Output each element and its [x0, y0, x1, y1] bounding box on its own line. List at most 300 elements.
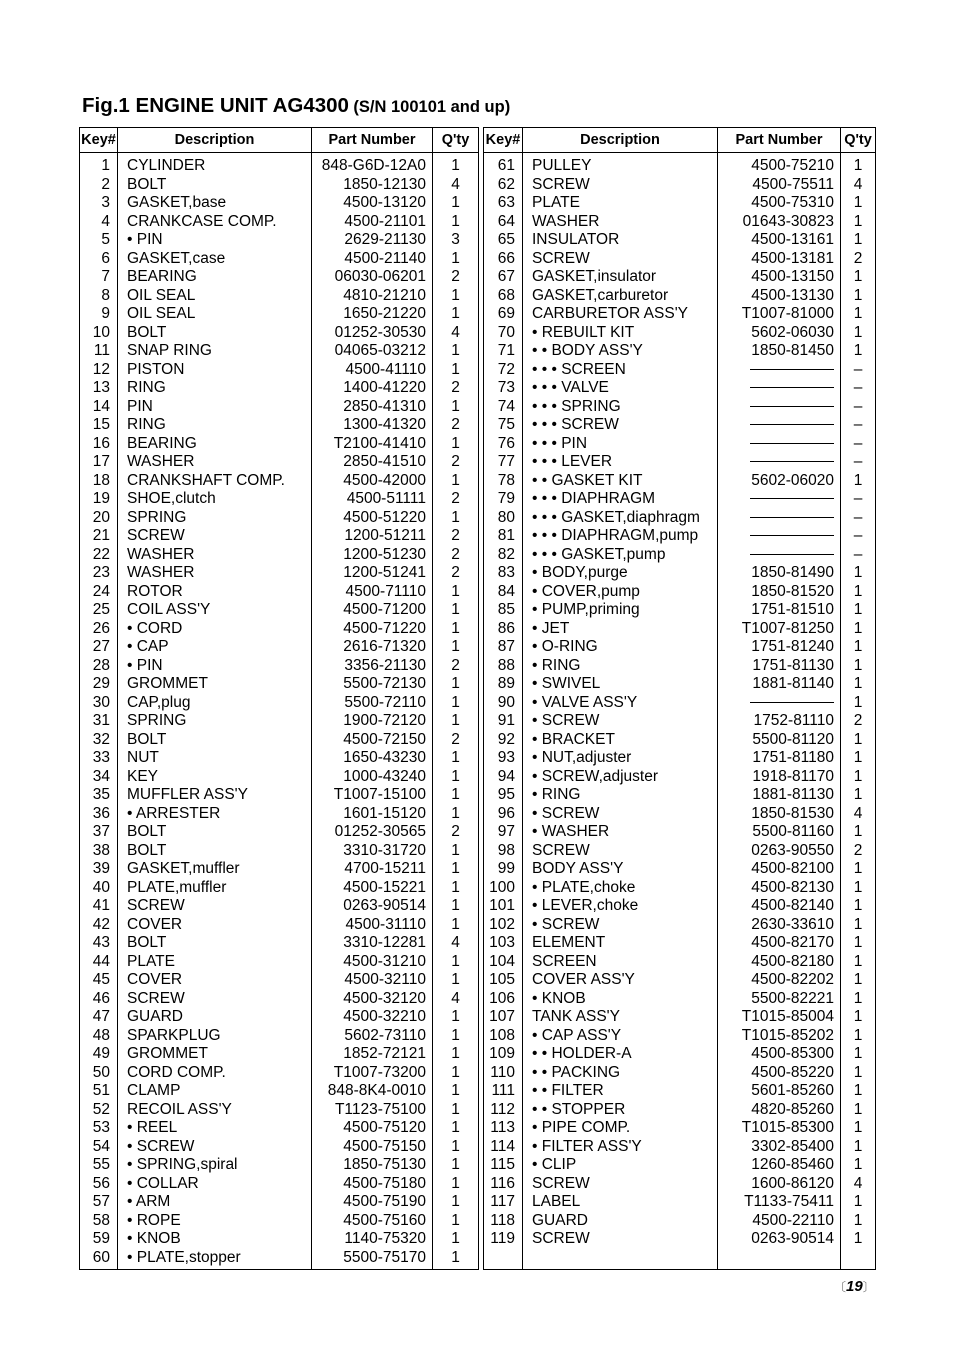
part-number-cell — [718, 398, 841, 417]
part-number-cell: 1850-81530 — [718, 805, 841, 824]
part-number-cell: 4500-75150 — [312, 1138, 433, 1157]
key-cell: 87 — [484, 638, 523, 657]
key-cell: 14 — [80, 398, 118, 417]
key-cell: 10 — [80, 324, 118, 343]
key-cell: 66 — [484, 250, 523, 269]
table-row — [80, 1119, 479, 1138]
part-number-cell: 1260-85460 — [718, 1156, 841, 1175]
no-part-number-dash — [750, 424, 834, 425]
key-cell: 60 — [80, 1249, 118, 1270]
description-cell: • ARM — [118, 1193, 312, 1212]
part-number-cell: 4500-71220 — [312, 620, 433, 639]
table-row — [484, 527, 876, 546]
table-row — [484, 842, 876, 861]
table-row — [80, 916, 479, 935]
description-cell: • • PACKING — [523, 1064, 718, 1083]
table-row — [80, 509, 479, 528]
part-number-cell: 1850-81490 — [718, 564, 841, 583]
key-cell: 85 — [484, 601, 523, 620]
description-cell: • • STOPPER — [523, 1101, 718, 1120]
description-cell: LABEL — [523, 1193, 718, 1212]
table-row — [484, 916, 876, 935]
part-number-cell: 4500-82170 — [718, 934, 841, 953]
qty-cell: – — [841, 416, 876, 435]
key-cell: 95 — [484, 786, 523, 805]
key-cell: 105 — [484, 971, 523, 990]
qty-cell: 1 — [433, 1212, 479, 1231]
qty-cell: 3 — [433, 231, 479, 250]
qty-cell: 1 — [433, 398, 479, 417]
key-cell: 32 — [80, 731, 118, 750]
qty-cell: 1 — [433, 953, 479, 972]
part-number-cell: T1015-85202 — [718, 1027, 841, 1046]
part-number-cell: 01252-30530 — [312, 324, 433, 343]
table-row — [484, 601, 876, 620]
qty-cell: 1 — [433, 860, 479, 879]
key-cell: 5 — [80, 231, 118, 250]
table-row — [484, 1212, 876, 1231]
key-cell: 43 — [80, 934, 118, 953]
qty-cell: – — [841, 398, 876, 417]
part-number-cell: 1918-81170 — [718, 768, 841, 787]
qty-cell: 2 — [433, 527, 479, 546]
description-cell: SPARKPLUG — [118, 1027, 312, 1046]
part-number-cell: 4500-41110 — [312, 361, 433, 380]
part-number-cell: 4500-13150 — [718, 268, 841, 287]
description-cell: SNAP RING — [118, 342, 312, 361]
qty-cell: 1 — [841, 194, 876, 213]
description-cell: • SCREW — [523, 916, 718, 935]
description-cell: • SCREW — [118, 1138, 312, 1157]
table-row — [484, 1119, 876, 1138]
table-row — [484, 583, 876, 602]
qty-cell: 1 — [433, 879, 479, 898]
description-cell: PLATE,muffler — [118, 879, 312, 898]
description-cell: • PLATE,stopper — [118, 1249, 312, 1270]
key-cell: 48 — [80, 1027, 118, 1046]
description-cell: • • • VALVE — [523, 379, 718, 398]
qty-cell: 1 — [433, 786, 479, 805]
key-cell: 40 — [80, 879, 118, 898]
key-cell: 94 — [484, 768, 523, 787]
table-row — [80, 342, 479, 361]
qty-cell: 1 — [841, 287, 876, 306]
description-cell: GUARD — [118, 1008, 312, 1027]
description-cell: • • FILTER — [523, 1082, 718, 1101]
qty-cell: 2 — [433, 416, 479, 435]
qty-cell: 1 — [841, 749, 876, 768]
part-number-cell: 2616-71320 — [312, 638, 433, 657]
description-cell: WASHER — [118, 453, 312, 472]
qty-cell: 1 — [433, 1193, 479, 1212]
key-cell: 62 — [484, 176, 523, 195]
qty-cell: 4 — [433, 934, 479, 953]
qty-cell: 1 — [433, 287, 479, 306]
description-cell: RING — [118, 416, 312, 435]
table-row — [484, 971, 876, 990]
key-cell: 78 — [484, 472, 523, 491]
description-cell: GASKET,base — [118, 194, 312, 213]
part-number-cell: 2629-21130 — [312, 231, 433, 250]
table-row — [80, 860, 479, 879]
description-cell: NUT — [118, 749, 312, 768]
key-cell: 81 — [484, 527, 523, 546]
qty-cell: 1 — [841, 231, 876, 250]
description-cell: CRANKSHAFT COMP. — [118, 472, 312, 491]
table-row — [484, 490, 876, 509]
description-cell: • KNOB — [523, 990, 718, 1009]
description-cell: • PIPE COMP. — [523, 1119, 718, 1138]
table-row — [80, 324, 479, 343]
table-row — [80, 435, 479, 454]
table-row — [484, 250, 876, 269]
qty-cell: 1 — [433, 435, 479, 454]
key-cell: 6 — [80, 250, 118, 269]
table-row — [80, 1101, 479, 1120]
key-cell: 59 — [80, 1230, 118, 1249]
part-number-cell: 4500-75180 — [312, 1175, 433, 1194]
part-number-cell — [718, 546, 841, 565]
qty-cell: 1 — [433, 153, 479, 176]
qty-cell: 1 — [433, 472, 479, 491]
part-number-cell: T1007-81000 — [718, 305, 841, 324]
table-row — [80, 805, 479, 824]
part-number-cell: 848-8K4-0010 — [312, 1082, 433, 1101]
qty-cell: 1 — [433, 1101, 479, 1120]
no-part-number-dash — [750, 554, 834, 555]
qty-cell: – — [841, 379, 876, 398]
key-cell: 109 — [484, 1045, 523, 1064]
description-cell: SCREW — [523, 176, 718, 195]
key-cell: 20 — [80, 509, 118, 528]
description-cell: SCREW — [118, 897, 312, 916]
table-row — [484, 712, 876, 731]
key-cell: 19 — [80, 490, 118, 509]
description-cell: • • • DIAPHRAGM — [523, 490, 718, 509]
column-header-qty: Q'ty — [433, 128, 479, 153]
part-number-cell: 1000-43240 — [312, 768, 433, 787]
part-number-cell: 1601-15120 — [312, 805, 433, 824]
table-row — [80, 305, 479, 324]
description-cell: • • • PIN — [523, 435, 718, 454]
qty-cell: 1 — [841, 1212, 876, 1231]
description-cell: SPRING — [118, 712, 312, 731]
part-number-cell: 5500-81160 — [718, 823, 841, 842]
key-cell: 37 — [80, 823, 118, 842]
column-header-part-number: Part Number — [312, 128, 433, 153]
table-row — [80, 1138, 479, 1157]
key-cell: 63 — [484, 194, 523, 213]
qty-cell: 1 — [433, 620, 479, 639]
table-header-row — [80, 128, 479, 153]
no-part-number-dash — [750, 702, 834, 703]
key-cell: 101 — [484, 897, 523, 916]
parts-table-right-body — [484, 153, 876, 1270]
part-number-cell: 4500-13130 — [718, 287, 841, 306]
description-cell: • COVER,pump — [523, 583, 718, 602]
qty-cell: 1 — [433, 1045, 479, 1064]
key-cell: 9 — [80, 305, 118, 324]
qty-cell: 1 — [841, 1230, 876, 1249]
description-cell: • PUMP,priming — [523, 601, 718, 620]
table-row — [484, 786, 876, 805]
table-row — [80, 1156, 479, 1175]
qty-cell: 1 — [841, 472, 876, 491]
part-number-cell: 1300-41320 — [312, 416, 433, 435]
page-number: 〔19〕 — [834, 1278, 875, 1295]
table-row — [484, 1064, 876, 1083]
key-cell: 12 — [80, 361, 118, 380]
part-number-cell: T1123-75100 — [312, 1101, 433, 1120]
description-cell: CAP,plug — [118, 694, 312, 713]
table-row — [484, 823, 876, 842]
table-row — [80, 361, 479, 380]
qty-cell: 1 — [433, 971, 479, 990]
part-number-cell: 4500-21101 — [312, 213, 433, 232]
key-cell: 30 — [80, 694, 118, 713]
table-row — [484, 305, 876, 324]
key-cell: 31 — [80, 712, 118, 731]
key-cell: 24 — [80, 583, 118, 602]
key-cell: 88 — [484, 657, 523, 676]
part-number-cell: 4500-32120 — [312, 990, 433, 1009]
key-cell: 56 — [80, 1175, 118, 1194]
qty-cell: 1 — [433, 342, 479, 361]
key-cell: 67 — [484, 268, 523, 287]
qty-cell: 2 — [433, 657, 479, 676]
description-cell: ELEMENT — [523, 934, 718, 953]
part-number-cell: 5601-85260 — [718, 1082, 841, 1101]
part-number-cell: 1850-12130 — [312, 176, 433, 195]
table-row — [80, 564, 479, 583]
qty-cell: 1 — [433, 712, 479, 731]
qty-cell: 1 — [433, 842, 479, 861]
part-number-cell: 06030-06201 — [312, 268, 433, 287]
key-cell — [484, 1249, 523, 1270]
table-row — [484, 453, 876, 472]
description-cell: CLAMP — [118, 1082, 312, 1101]
table-row — [484, 379, 876, 398]
key-cell: 8 — [80, 287, 118, 306]
key-cell: 39 — [80, 860, 118, 879]
description-cell: PISTON — [118, 361, 312, 380]
qty-cell: 2 — [841, 250, 876, 269]
qty-cell: 1 — [433, 194, 479, 213]
qty-cell: – — [841, 453, 876, 472]
part-number-cell: 4820-85260 — [718, 1101, 841, 1120]
no-part-number-dash — [750, 498, 834, 499]
table-row — [484, 1138, 876, 1157]
table-row — [484, 1193, 876, 1212]
qty-cell: 1 — [841, 1119, 876, 1138]
table-row — [80, 694, 479, 713]
table-row — [484, 990, 876, 1009]
table-row — [484, 435, 876, 454]
key-cell: 98 — [484, 842, 523, 861]
column-header-key: Key# — [80, 128, 118, 153]
description-cell: • REEL — [118, 1119, 312, 1138]
part-number-cell: 4500-31110 — [312, 916, 433, 935]
figure-title-main: Fig.1 ENGINE UNIT AG4300 — [82, 94, 349, 117]
part-number-cell: 4500-51111 — [312, 490, 433, 509]
table-row — [80, 546, 479, 565]
part-number-cell: 3356-21130 — [312, 657, 433, 676]
part-number-cell: 0263-90514 — [718, 1230, 841, 1249]
part-number-cell: 848-G6D-12A0 — [312, 153, 433, 176]
description-cell: SCREW — [523, 1230, 718, 1249]
table-row — [80, 786, 479, 805]
table-row — [80, 842, 479, 861]
key-cell: 112 — [484, 1101, 523, 1120]
qty-cell: 1 — [841, 990, 876, 1009]
description-cell: • • • SCREW — [523, 416, 718, 435]
qty-cell: 1 — [841, 1193, 876, 1212]
part-number-cell: 4500-51220 — [312, 509, 433, 528]
description-cell: • PLATE,choke — [523, 879, 718, 898]
qty-cell: 1 — [841, 564, 876, 583]
qty-cell: 2 — [433, 490, 479, 509]
table-row — [80, 416, 479, 435]
qty-cell: 1 — [841, 268, 876, 287]
table-row — [80, 250, 479, 269]
qty-cell: 1 — [433, 897, 479, 916]
table-row — [484, 897, 876, 916]
qty-cell: 2 — [433, 268, 479, 287]
qty-cell: 1 — [433, 1064, 479, 1083]
key-cell: 90 — [484, 694, 523, 713]
description-cell: OIL SEAL — [118, 305, 312, 324]
qty-cell: 1 — [433, 1119, 479, 1138]
column-header-part-number: Part Number — [718, 128, 841, 153]
part-number-cell: 4500-13181 — [718, 250, 841, 269]
description-cell: BEARING — [118, 435, 312, 454]
key-cell: 79 — [484, 490, 523, 509]
qty-cell: 2 — [433, 546, 479, 565]
key-cell: 93 — [484, 749, 523, 768]
description-cell: • SCREW,adjuster — [523, 768, 718, 787]
description-cell: RING — [118, 379, 312, 398]
description-cell: SCREW — [118, 990, 312, 1009]
key-cell: 102 — [484, 916, 523, 935]
description-cell: SCREW — [523, 842, 718, 861]
qty-cell: 2 — [841, 842, 876, 861]
key-cell: 53 — [80, 1119, 118, 1138]
qty-cell: 1 — [841, 731, 876, 750]
part-number-cell: T1015-85300 — [718, 1119, 841, 1138]
description-cell: • SPRING,spiral — [118, 1156, 312, 1175]
part-number-cell: 1881-81130 — [718, 786, 841, 805]
table-row — [484, 694, 876, 713]
description-cell: • SCREW — [523, 712, 718, 731]
part-number-cell: 4500-32110 — [312, 971, 433, 990]
table-row — [80, 1175, 479, 1194]
qty-cell: 1 — [433, 916, 479, 935]
part-number-cell: 4500-13120 — [312, 194, 433, 213]
table-row — [80, 1082, 479, 1101]
table-row — [484, 749, 876, 768]
qty-cell: 1 — [841, 823, 876, 842]
table-row — [484, 860, 876, 879]
table-row — [80, 657, 479, 676]
part-number-cell: 5500-72110 — [312, 694, 433, 713]
description-cell: SCREEN — [523, 953, 718, 972]
parts-table-right — [483, 127, 876, 1270]
part-number-cell: 1200-51211 — [312, 527, 433, 546]
key-cell: 71 — [484, 342, 523, 361]
part-number-cell: 4500-75310 — [718, 194, 841, 213]
parts-table-left-body — [80, 153, 479, 1270]
qty-cell: 1 — [841, 860, 876, 879]
description-cell: INSULATOR — [523, 231, 718, 250]
key-cell: 82 — [484, 546, 523, 565]
part-number-cell: T1133-75411 — [718, 1193, 841, 1212]
qty-cell: 1 — [433, 361, 479, 380]
table-row — [80, 231, 479, 250]
column-header-qty: Q'ty — [841, 128, 876, 153]
key-cell: 107 — [484, 1008, 523, 1027]
qty-cell: 1 — [433, 1082, 479, 1101]
key-cell: 106 — [484, 990, 523, 1009]
qty-cell: 1 — [433, 1230, 479, 1249]
key-cell: 26 — [80, 620, 118, 639]
qty-cell: 1 — [433, 1027, 479, 1046]
no-part-number-dash — [750, 406, 834, 407]
part-number-cell: 4500-71200 — [312, 601, 433, 620]
table-row — [484, 153, 876, 176]
description-cell: • BRACKET — [523, 731, 718, 750]
key-cell: 108 — [484, 1027, 523, 1046]
part-number-cell: 1400-41220 — [312, 379, 433, 398]
qty-cell: 4 — [433, 990, 479, 1009]
table-row — [80, 990, 479, 1009]
qty-cell: 1 — [841, 897, 876, 916]
part-number-cell: T1015-85004 — [718, 1008, 841, 1027]
key-cell: 52 — [80, 1101, 118, 1120]
key-cell: 47 — [80, 1008, 118, 1027]
table-row — [484, 805, 876, 824]
part-number-cell: 1751-81180 — [718, 749, 841, 768]
description-cell: • FILTER ASS'Y — [523, 1138, 718, 1157]
column-header-description: Description — [118, 128, 312, 153]
part-number-cell: 4500-82180 — [718, 953, 841, 972]
description-cell: • NUT,adjuster — [523, 749, 718, 768]
table-row — [80, 712, 479, 731]
table-row — [484, 1156, 876, 1175]
description-cell: PLATE — [523, 194, 718, 213]
no-part-number-dash — [750, 369, 834, 370]
figure-title — [82, 91, 510, 123]
part-number-cell: 1200-51230 — [312, 546, 433, 565]
qty-cell: 1 — [433, 213, 479, 232]
key-cell: 77 — [484, 453, 523, 472]
key-cell: 76 — [484, 435, 523, 454]
part-number-cell: 4500-22110 — [718, 1212, 841, 1231]
description-cell: TANK ASS'Y — [523, 1008, 718, 1027]
part-number-cell: 4500-32210 — [312, 1008, 433, 1027]
qty-cell: 1 — [841, 1008, 876, 1027]
qty-cell: 1 — [841, 768, 876, 787]
key-cell: 113 — [484, 1119, 523, 1138]
qty-cell: – — [841, 490, 876, 509]
part-number-cell: 4500-82130 — [718, 879, 841, 898]
description-cell: BODY ASS'Y — [523, 860, 718, 879]
table-row — [484, 1027, 876, 1046]
table-row — [80, 1212, 479, 1231]
qty-cell: 1 — [433, 768, 479, 787]
key-cell: 46 — [80, 990, 118, 1009]
qty-cell: 2 — [841, 712, 876, 731]
key-cell: 69 — [484, 305, 523, 324]
